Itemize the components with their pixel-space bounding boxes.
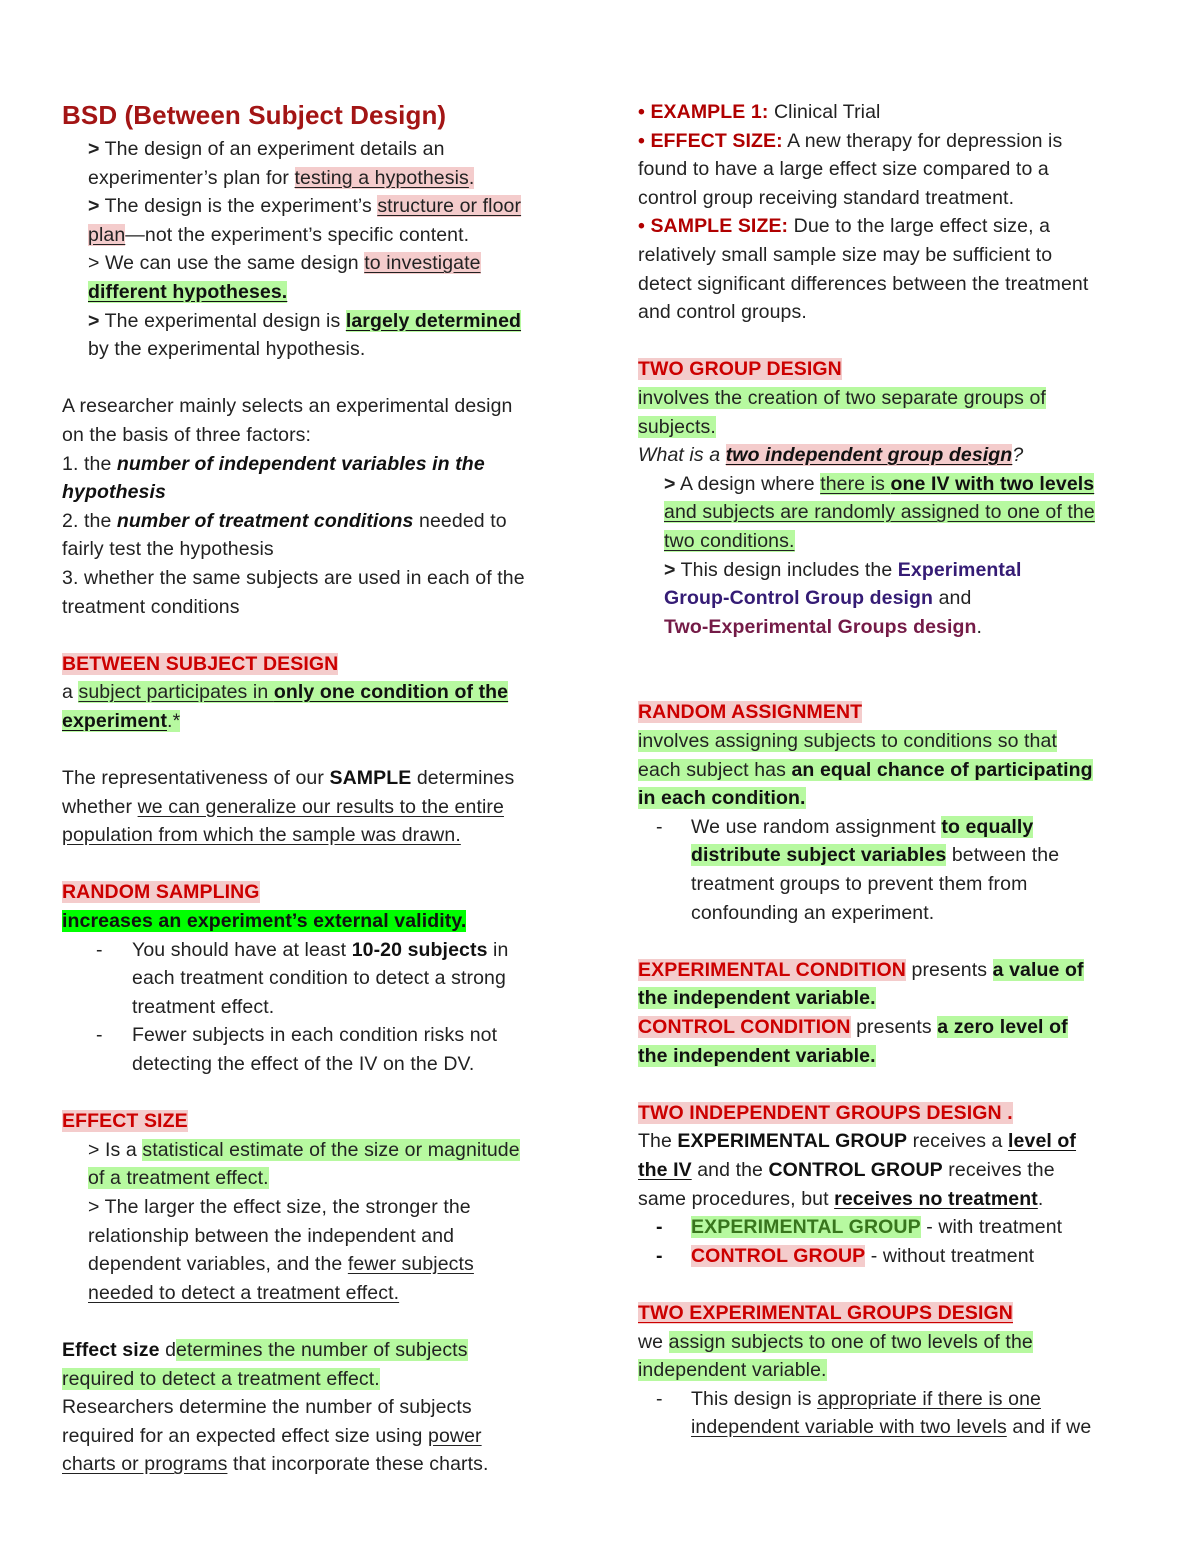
- example-line: control group receiving standard treatment.: [638, 186, 1015, 209]
- bullet-item: treatment groups to prevent them from: [691, 873, 1028, 896]
- bullet-item: - EXPERIMENTAL GROUP - with treatment: [656, 1216, 1063, 1239]
- bullet-item: - Fewer subjects in each condition risks not: [96, 1024, 498, 1047]
- effect-text: Effect size determines the number of subjects: [62, 1338, 468, 1361]
- two-independent-text: same procedures, but receives no treatment.: [638, 1187, 1044, 1210]
- intro-line: > The design of an experiment details an: [88, 138, 445, 160]
- effect-text: of a treatment effect.: [88, 1167, 269, 1190]
- section-heading: BETWEEN SUBJECT DESIGN: [62, 652, 339, 675]
- conditions-text: CONTROL CONDITION presents a zero level of: [638, 1016, 1068, 1038]
- bullet-item: treatment effect.: [132, 995, 275, 1018]
- bullet-item: - This design is appropriate if there is one: [656, 1387, 1041, 1410]
- random-assignment-text: each subject has an equal chance of participating: [638, 758, 1093, 781]
- between-text: a subject participates in only one condition of the: [62, 681, 509, 704]
- section-heading: TWO GROUP DESIGN: [638, 358, 842, 381]
- intro-line: > The experimental design is largely determined: [88, 309, 522, 332]
- example-line: found to have a large effect size compared to a: [638, 158, 1049, 181]
- two-independent-text: the IV and the CONTROL GROUP receives the: [638, 1158, 1055, 1181]
- example-line: relatively small sample size may be sufficient to: [638, 243, 1053, 266]
- random-assignment-text: involves assigning subjects to conditions so that: [638, 730, 1057, 753]
- bullet-item: detecting the effect of the IV on the DV.: [132, 1053, 475, 1075]
- bullet-item: independent variable with two levels and if we: [691, 1416, 1092, 1439]
- bullet-item: - CONTROL GROUP - without treatment: [656, 1244, 1035, 1267]
- example-line: • EFFECT SIZE: A new therapy for depression is: [638, 129, 1063, 152]
- two-group-text: Group-Control Group design and: [664, 587, 972, 610]
- factor-item: 3. whether the same subjects are used in each of the: [62, 566, 525, 589]
- right-column: [638, 98, 1143, 1442]
- bullet-item: distribute subject variables between the: [691, 844, 1060, 867]
- factors-text: on the basis of three factors:: [62, 423, 312, 446]
- bullet-item: - You should have at least 10-20 subjects in: [96, 938, 509, 961]
- bullet-item: each treatment condition to detect a strong: [132, 967, 506, 990]
- factor-item: 2. the number of treatment conditions needed to: [62, 509, 507, 532]
- between-text: experiment.*: [62, 709, 181, 732]
- factor-item: treatment conditions: [62, 595, 240, 618]
- intro-line: plan—not the experiment’s specific content.: [88, 223, 470, 246]
- effect-text: Researchers determine the number of subjects: [62, 1396, 472, 1419]
- factor-item: fairly test the hypothesis: [62, 538, 274, 561]
- intro-line: different hypotheses.: [88, 280, 288, 303]
- two-independent-text: The EXPERIMENTAL GROUP receives a level of: [638, 1130, 1077, 1153]
- effect-text: required to detect a treatment effect.: [62, 1367, 380, 1390]
- bullet-item: - We use random assignment to equally: [656, 815, 1034, 838]
- sample-text: whether we can generalize our results to the entire: [62, 795, 504, 818]
- sample-text: The representativeness of our SAMPLE determines: [62, 767, 515, 790]
- random-assignment-text: in each condition.: [638, 787, 806, 810]
- example-line: • EXAMPLE 1: Clinical Trial: [638, 101, 881, 123]
- effect-text: charts or programs that incorporate these charts.: [62, 1453, 489, 1476]
- left-column: [62, 98, 572, 1479]
- two-group-text: involves the creation of two separate groups of: [638, 386, 1046, 409]
- two-group-text: Two-Experimental Groups design.: [664, 615, 983, 638]
- two-group-text: subjects.: [638, 415, 716, 438]
- two-group-text: and subjects are randomly assigned to one of the: [664, 501, 1095, 524]
- effect-text: > Is a statistical estimate of the size or magnitude: [88, 1138, 520, 1161]
- intro-line: experimenter’s plan for testing a hypothesis.: [88, 166, 475, 189]
- sample-text: population from which the sample was drawn.: [62, 824, 461, 847]
- section-heading: RANDOM SAMPLING: [62, 881, 260, 904]
- two-group-question: What is a two independent group design?: [638, 444, 1024, 467]
- effect-text: > The larger the effect size, the stronger the: [88, 1195, 471, 1218]
- factors-text: A researcher mainly selects an experimental design: [62, 395, 513, 418]
- effect-text: needed to detect a treatment effect.: [88, 1281, 400, 1304]
- intro-line: by the experimental hypothesis.: [88, 338, 366, 361]
- page-title: BSD (Between Subject Design): [62, 100, 447, 130]
- conditions-text: EXPERIMENTAL CONDITION presents a value of: [638, 958, 1084, 981]
- effect-text: relationship between the independent and: [88, 1224, 455, 1247]
- example-line: and control groups.: [638, 301, 807, 324]
- section-heading: TWO INDEPENDENT GROUPS DESIGN .: [638, 1101, 1013, 1124]
- conditions-text: the independent variable.: [638, 1044, 876, 1067]
- section-heading: TWO EXPERIMENTAL GROUPS DESIGN: [638, 1301, 1013, 1324]
- conditions-text: the independent variable.: [638, 987, 876, 1010]
- random-sampling-sub: increases an experiment’s external validity.: [62, 910, 467, 933]
- intro-line: > We can use the same design to investigate: [88, 252, 481, 275]
- effect-text: required for an expected effect size using power: [62, 1424, 482, 1447]
- intro-line: > The design is the experiment’s structure or floor: [88, 195, 522, 218]
- factor-item: hypothesis: [62, 481, 166, 504]
- bullet-item: confounding an experiment.: [691, 901, 935, 924]
- two-group-text: two conditions.: [664, 529, 795, 552]
- section-heading: RANDOM ASSIGNMENT: [638, 701, 863, 724]
- factor-item: 1. the number of independent variables in the: [62, 452, 485, 475]
- two-group-text: > A design where there is one IV with two levels: [664, 472, 1095, 495]
- two-experimental-text: independent variable.: [638, 1359, 827, 1382]
- two-experimental-text: we assign subjects to one of two levels of the: [638, 1330, 1033, 1353]
- example-line: detect significant differences between the treatment: [638, 272, 1089, 295]
- example-line: • SAMPLE SIZE: Due to the large effect size, a: [638, 215, 1051, 238]
- section-heading: EFFECT SIZE: [62, 1110, 188, 1133]
- effect-text: dependent variables, and the fewer subjects: [88, 1253, 474, 1276]
- two-group-text: > This design includes the Experimental: [664, 558, 1022, 581]
